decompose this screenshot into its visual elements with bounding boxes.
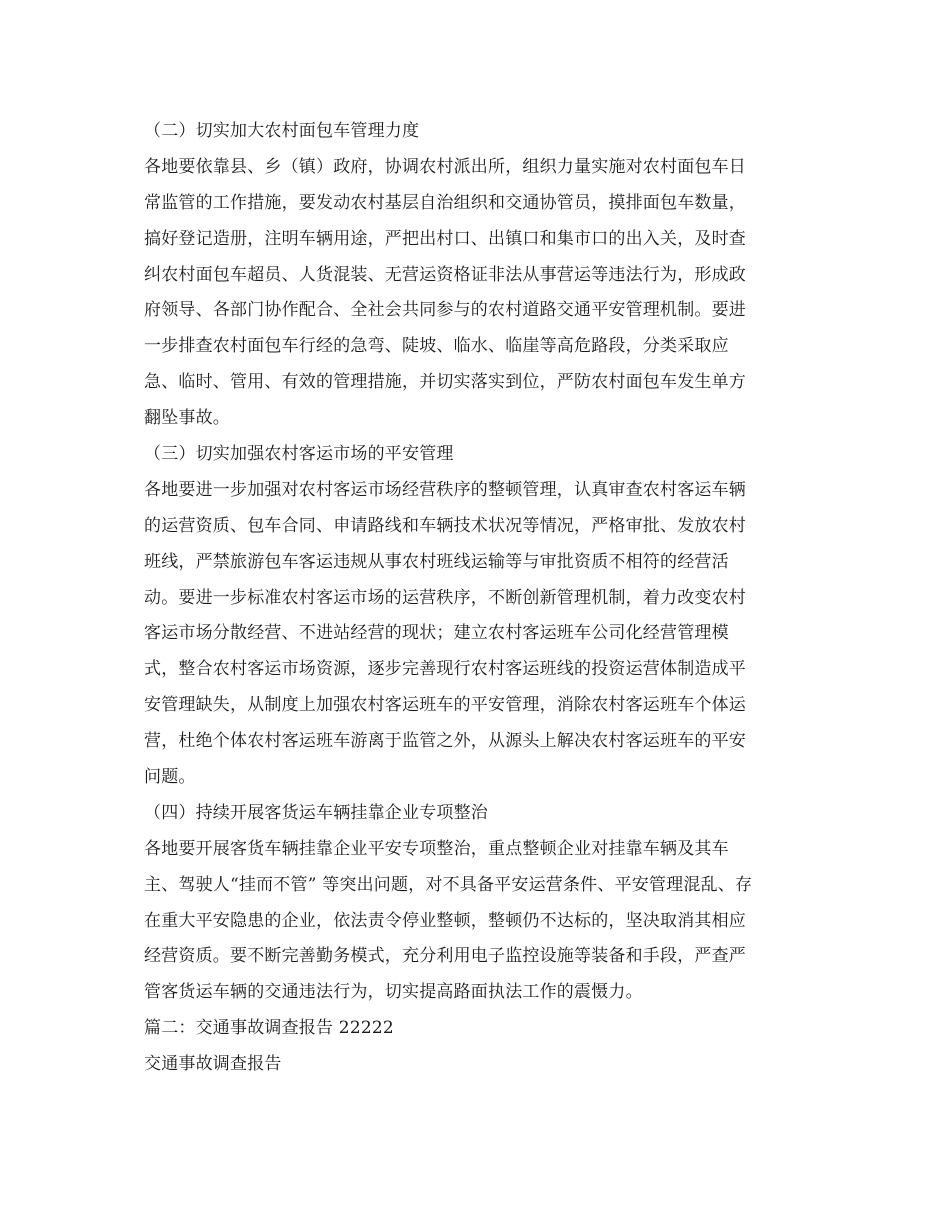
text-line: 在重大平安隐患的企业，依法责令停业整顿，整顿仍不达标的，坚决取消其相应 bbox=[144, 910, 746, 931]
text-line: 经营资质。要不断完善勤务模式，充分利用电子监控设施等装备和手段，严查严 bbox=[144, 946, 746, 967]
section-heading: （三）切实加强农村客运市场的平安管理 bbox=[144, 444, 454, 465]
text-line: 府领导、各部门协作配合、全社会共同参与的农村道路交通平安管理机制。要进 bbox=[144, 300, 746, 321]
report-title: 交通事故调查报告 bbox=[144, 1054, 282, 1075]
text-line: 急、临时、管用、有效的管理措施，并切实落实到位，严防农村面包车发生单方 bbox=[144, 372, 746, 393]
text-line: 翻坠事故。 bbox=[144, 408, 230, 429]
text-line: 纠农村面包车超员、人货混装、无营运资格证非法从事营运等违法行为，形成政 bbox=[144, 264, 746, 285]
text-line: 各地要开展客货车辆挂靠企业平安专项整治，重点整顿企业对挂靠车辆及其车 bbox=[144, 838, 729, 859]
text-line: 各地要依靠县、乡（镇）政府，协调农村派出所，组织力量实施对农村面包车日 bbox=[144, 156, 746, 177]
text-line: 班线，严禁旅游包车客运违规从事农村班线运输等与审批资质不相符的经营活 bbox=[144, 551, 729, 572]
text-line: 的运营资质、包车合同、申请路线和车辆技术状况等情况，严格审批、发放农村 bbox=[144, 515, 746, 536]
text-line: 式，整合农村客运市场资源，逐步完善现行农村客运班线的投资运营体制造成平 bbox=[144, 659, 746, 680]
text-line: 一步排查农村面包车行经的急弯、陡坡、临水、临崖等高危路段，分类采取应 bbox=[144, 336, 729, 357]
text-line: 客运市场分散经营、不进站经营的现状；建立农村客运班车公司化经营管理模 bbox=[144, 623, 729, 644]
text-line: 管客货运车辆的交通违法行为，切实提高路面执法工作的震慑力。 bbox=[144, 982, 643, 1003]
chapter-heading: 篇二：交通事故调查报告 22222 bbox=[144, 1018, 394, 1039]
section-heading: （四）持续开展客货运车辆挂靠企业专项整治 bbox=[144, 802, 488, 823]
text-line: 搞好登记造册，注明车辆用途，严把出村口、出镇口和集市口的出入关，及时查 bbox=[144, 228, 746, 249]
text-line: 动。要进一步标准农村客运市场的运营秩序，不断创新管理机制，着力改变农村 bbox=[144, 587, 746, 608]
text-line: 营，杜绝个体农村客运班车游离于监管之外，从源头上解决农村客运班车的平安 bbox=[144, 731, 746, 752]
text-line: 主、驾驶人“挂而不管” 等突出问题，对不具备平安运营条件、平安管理混乱、存 bbox=[144, 874, 753, 895]
text-line: 各地要进一步加强对农村客运市场经营秩序的整顿管理，认真审查农村客运车辆 bbox=[144, 479, 746, 500]
text-line: 问题。 bbox=[144, 767, 196, 788]
text-line: 安管理缺失，从制度上加强农村客运班车的平安管理，消除农村客运班车个体运 bbox=[144, 695, 746, 716]
text-line: 常监管的工作措施，要发动农村基层自治组织和交通协管员，摸排面包车数量， bbox=[144, 192, 746, 213]
section-heading: （二）切实加大农村面包车管理力度 bbox=[144, 121, 420, 141]
document-body bbox=[144, 114, 809, 1083]
